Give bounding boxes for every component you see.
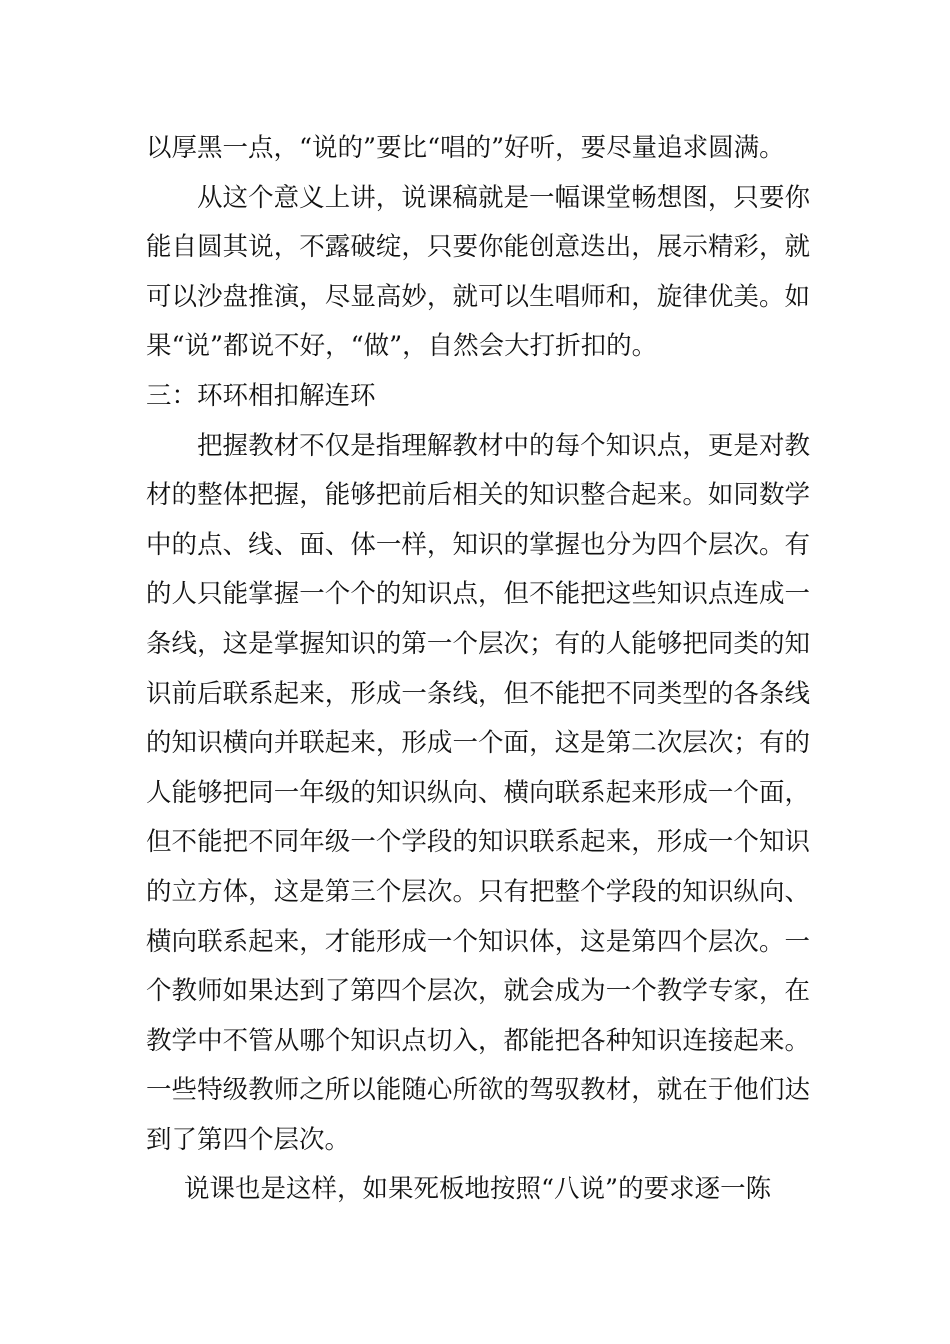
paragraph-continuation: 以厚黑一点，“说的”要比“唱的”好听，要尽量追求圆满。 [146,133,785,163]
section-heading: 三：环环相扣解连环 [146,380,376,411]
paragraph-knowledge-levels: 把握教材不仅是指理解教材中的每个知识点，更是对教材的整体把握，能够把前后相关的知识整合起来。如同数学中的点、线、面、体一样，知识的掌握也分为四个层次。有的人只能掌握一个个的知识点，但不能把这些知识点连成一条线，这是掌握知识的第一个层次；有的人能够把同类的知识前后联系起来，形成一条线，但不能把不同类型的各条线的知识横向并联起来，形成一个面，这是第二次层次；有的人能够把同一年级的知识纵向、横向联系起来形成一个面，但不能把不同年级一个学段的知识联系起来，形成一个知识的立方体，这是第三个层次。只有把整个学段的知识纵向、横向联系起来，才能形成一个知识体，这是第四个层次。一个教师如果达到了第四个层次，就会成为一个教学专家，在教学中不管从哪个知识点切入，都能把各种知识连接起来。一些特级教师之所以能随心所欲的驾驭教材，就在于他们达到了第四个层次。 [146,430,810,1155]
document-body [146,124,810,1215]
paragraph-eight-points: 说课也是这样，如果死板地按照“八说”的要求逐一陈 [184,1174,772,1205]
paragraph-blueprint: 从这个意义上讲，说课稿就是一幅课堂畅想图，只要你能自圆其说，不露破绽，只要你能创意迭出，展示精彩，就可以沙盘推演，尽显高妙，就可以生唱师和，旋律优美。如果“说”都说不好，“做”，自然会大打折扣的。 [146,182,810,362]
